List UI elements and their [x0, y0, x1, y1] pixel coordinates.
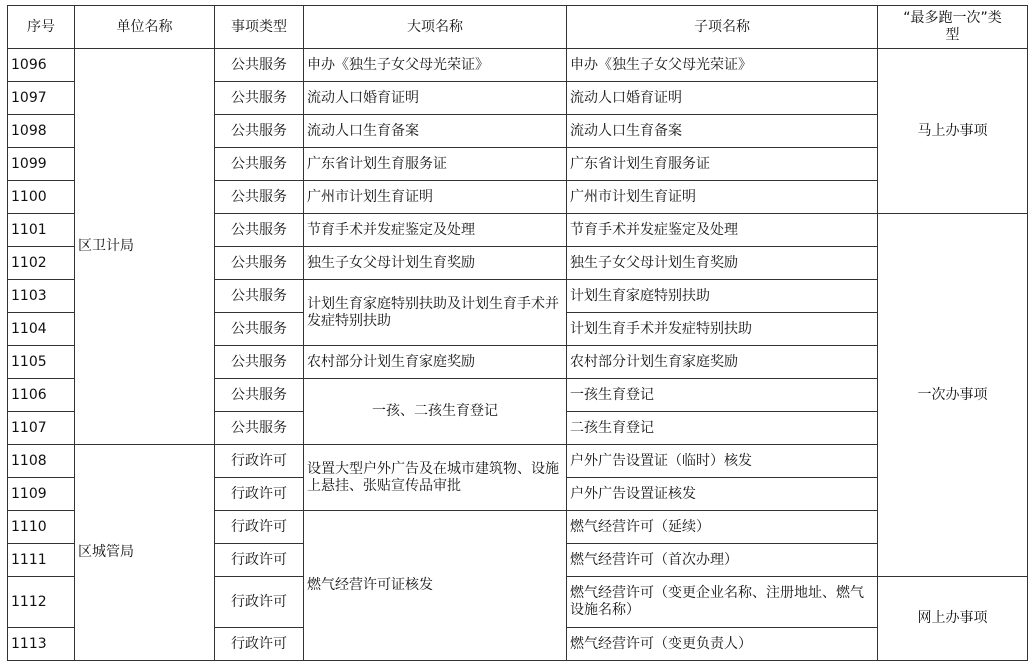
type-cell: 行政许可: [215, 445, 304, 478]
type-cell: 公共服务: [215, 247, 304, 280]
major-item-cell: 申办《独生子女父母光荣证》: [304, 49, 567, 82]
sub-item-cell: 流动人口生育备案: [567, 115, 878, 148]
seq-cell: 1109: [8, 478, 75, 511]
type-cell: 行政许可: [215, 511, 304, 544]
sub-item-cell: 二孩生育登记: [567, 412, 878, 445]
header-sub-item: 子项名称: [567, 6, 878, 49]
type-cell: 行政许可: [215, 478, 304, 511]
header-seq: 序号: [8, 6, 75, 49]
major-item-cell: 设置大型户外广告及在城市建筑物、设施上悬挂、张贴宣传品审批: [304, 445, 567, 511]
type-cell: 公共服务: [215, 379, 304, 412]
sub-item-cell: 广州市计划生育证明: [567, 181, 878, 214]
table-row: [8, 445, 1028, 478]
run-type-cell: 马上办事项: [878, 49, 1028, 214]
type-cell: 公共服务: [215, 313, 304, 346]
run-type-cell: 网上办事项: [878, 577, 1028, 661]
sub-item-cell: 燃气经营许可（变更负责人）: [567, 628, 878, 661]
type-cell: 公共服务: [215, 280, 304, 313]
seq-cell: 1104: [8, 313, 75, 346]
sub-item-cell: 燃气经营许可（首次办理）: [567, 544, 878, 577]
sub-item-cell: 一孩生育登记: [567, 379, 878, 412]
type-cell: 公共服务: [215, 148, 304, 181]
seq-cell: 1106: [8, 379, 75, 412]
sub-item-cell: 独生子女父母计划生育奖励: [567, 247, 878, 280]
type-cell: 行政许可: [215, 544, 304, 577]
major-item-cell: 农村部分计划生育家庭奖励: [304, 346, 567, 379]
major-item-cell: 流动人口婚育证明: [304, 82, 567, 115]
sub-item-cell: 户外广告设置证核发: [567, 478, 878, 511]
sub-item-cell: 节育手术并发症鉴定及处理: [567, 214, 878, 247]
run-type-cell: 一次办事项: [878, 214, 1028, 577]
header-unit: 单位名称: [75, 6, 215, 49]
major-item-cell: 广东省计划生育服务证: [304, 148, 567, 181]
seq-cell: 1096: [8, 49, 75, 82]
sub-item-cell: 计划生育手术并发症特别扶助: [567, 313, 878, 346]
sub-item-cell: 申办《独生子女父母光荣证》: [567, 49, 878, 82]
major-item-cell: 计划生育家庭特别扶助及计划生育手术并发症特别扶助: [304, 280, 567, 346]
seq-cell: 1108: [8, 445, 75, 478]
sub-item-cell: 户外广告设置证（临时）核发: [567, 445, 878, 478]
major-item-cell: 独生子女父母计划生育奖励: [304, 247, 567, 280]
major-item-cell: 一孩、二孩生育登记: [304, 379, 567, 445]
type-cell: 公共服务: [215, 412, 304, 445]
seq-cell: 1100: [8, 181, 75, 214]
service-items-table: [7, 5, 1028, 661]
header-row: [8, 6, 1028, 49]
type-cell: 行政许可: [215, 577, 304, 628]
type-cell: 公共服务: [215, 82, 304, 115]
type-cell: 公共服务: [215, 346, 304, 379]
unit-cell: 区卫计局: [75, 49, 215, 445]
sub-item-cell: 计划生育家庭特别扶助: [567, 280, 878, 313]
seq-cell: 1112: [8, 577, 75, 628]
type-cell: 公共服务: [215, 115, 304, 148]
type-cell: 公共服务: [215, 181, 304, 214]
major-item-cell: 节育手术并发症鉴定及处理: [304, 214, 567, 247]
sub-item-cell: 流动人口婚育证明: [567, 82, 878, 115]
seq-cell: 1102: [8, 247, 75, 280]
seq-cell: 1113: [8, 628, 75, 661]
seq-cell: 1105: [8, 346, 75, 379]
sub-item-cell: 农村部分计划生育家庭奖励: [567, 346, 878, 379]
major-item-cell: 广州市计划生育证明: [304, 181, 567, 214]
seq-cell: 1101: [8, 214, 75, 247]
seq-cell: 1099: [8, 148, 75, 181]
seq-cell: 1103: [8, 280, 75, 313]
seq-cell: 1111: [8, 544, 75, 577]
seq-cell: 1110: [8, 511, 75, 544]
seq-cell: 1107: [8, 412, 75, 445]
sub-item-cell: 广东省计划生育服务证: [567, 148, 878, 181]
table-row: [8, 49, 1028, 82]
sub-item-cell: 燃气经营许可（变更企业名称、注册地址、燃气设施名称）: [567, 577, 878, 628]
unit-cell: 区城管局: [75, 445, 215, 661]
header-type: 事项类型: [215, 6, 304, 49]
major-item-cell: 流动人口生育备案: [304, 115, 567, 148]
type-cell: 公共服务: [215, 214, 304, 247]
seq-cell: 1098: [8, 115, 75, 148]
sub-item-cell: 燃气经营许可（延续）: [567, 511, 878, 544]
header-major-item: 大项名称: [304, 6, 567, 49]
seq-cell: 1097: [8, 82, 75, 115]
type-cell: 行政许可: [215, 628, 304, 661]
type-cell: 公共服务: [215, 49, 304, 82]
header-run-type: “最多跑一次”类型: [878, 6, 1028, 49]
major-item-cell: 燃气经营许可证核发: [304, 511, 567, 661]
